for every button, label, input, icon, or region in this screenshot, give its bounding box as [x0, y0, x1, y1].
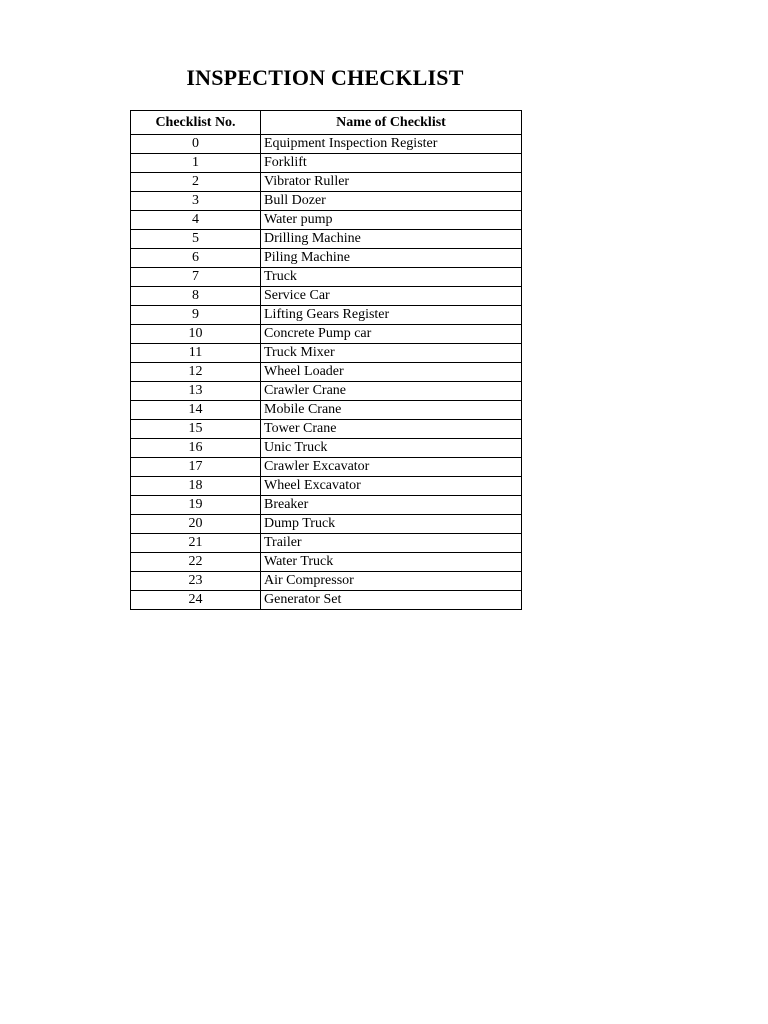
checklist-name-cell: Crawler Crane [261, 382, 522, 401]
table-row [131, 173, 522, 192]
table-row [131, 534, 522, 553]
table-row [131, 344, 522, 363]
table-header-row [131, 111, 522, 135]
checklist-name-cell: Equipment Inspection Register [261, 135, 522, 154]
checklist-number-cell: 8 [131, 287, 261, 306]
table-row [131, 515, 522, 534]
table-row [131, 192, 522, 211]
checklist-number-cell: 15 [131, 420, 261, 439]
table-row [131, 306, 522, 325]
table-row [131, 553, 522, 572]
checklist-name-cell: Truck [261, 268, 522, 287]
checklist-number-cell: 4 [131, 211, 261, 230]
table-row [131, 572, 522, 591]
checklist-number-cell: 6 [131, 249, 261, 268]
table-row [131, 287, 522, 306]
header-checklist-name: Name of Checklist [261, 111, 522, 135]
checklist-number-cell: 20 [131, 515, 261, 534]
checklist-number-cell: 19 [131, 496, 261, 515]
checklist-name-cell: Breaker [261, 496, 522, 515]
checklist-number-cell: 17 [131, 458, 261, 477]
checklist-number-cell: 7 [131, 268, 261, 287]
page-title: INSPECTION CHECKLIST [186, 65, 464, 90]
table-row [131, 420, 522, 439]
header-checklist-no: Checklist No. [131, 111, 261, 135]
checklist-number-cell: 18 [131, 477, 261, 496]
checklist-name-cell: Lifting Gears Register [261, 306, 522, 325]
checklist-name-cell: Dump Truck [261, 515, 522, 534]
checklist-number-cell: 12 [131, 363, 261, 382]
table-row [131, 211, 522, 230]
table-row [131, 154, 522, 173]
checklist-number-cell: 10 [131, 325, 261, 344]
table-row [131, 439, 522, 458]
checklist-name-cell: Generator Set [261, 591, 522, 610]
table-row [131, 249, 522, 268]
checklist-number-cell: 16 [131, 439, 261, 458]
table-row [131, 458, 522, 477]
checklist-number-cell: 13 [131, 382, 261, 401]
checklist-table [130, 110, 522, 610]
checklist-name-cell: Water Truck [261, 553, 522, 572]
table-row [131, 135, 522, 154]
table-row [131, 401, 522, 420]
table-row [131, 496, 522, 515]
checklist-name-cell: Mobile Crane [261, 401, 522, 420]
checklist-number-cell: 9 [131, 306, 261, 325]
checklist-name-cell: Truck Mixer [261, 344, 522, 363]
checklist-name-cell: Service Car [261, 287, 522, 306]
checklist-number-cell: 5 [131, 230, 261, 249]
table-row [131, 268, 522, 287]
checklist-number-cell: 22 [131, 553, 261, 572]
checklist-name-cell: Air Compressor [261, 572, 522, 591]
checklist-number-cell: 1 [131, 154, 261, 173]
table-row [131, 325, 522, 344]
table-body [131, 135, 522, 610]
checklist-number-cell: 2 [131, 173, 261, 192]
checklist-name-cell: Wheel Excavator [261, 477, 522, 496]
checklist-name-cell: Water pump [261, 211, 522, 230]
checklist-name-cell: Tower Crane [261, 420, 522, 439]
table-row [131, 477, 522, 496]
checklist-number-cell: 0 [131, 135, 261, 154]
checklist-name-cell: Piling Machine [261, 249, 522, 268]
checklist-name-cell: Drilling Machine [261, 230, 522, 249]
table-row [131, 230, 522, 249]
table-row [131, 382, 522, 401]
checklist-number-cell: 14 [131, 401, 261, 420]
checklist-name-cell: Vibrator Ruller [261, 173, 522, 192]
table-row [131, 363, 522, 382]
checklist-name-cell: Trailer [261, 534, 522, 553]
checklist-number-cell: 23 [131, 572, 261, 591]
table-row [131, 591, 522, 610]
checklist-number-cell: 21 [131, 534, 261, 553]
checklist-name-cell: Crawler Excavator [261, 458, 522, 477]
checklist-number-cell: 11 [131, 344, 261, 363]
checklist-name-cell: Unic Truck [261, 439, 522, 458]
checklist-number-cell: 3 [131, 192, 261, 211]
checklist-name-cell: Bull Dozer [261, 192, 522, 211]
checklist-name-cell: Forklift [261, 154, 522, 173]
checklist-name-cell: Concrete Pump car [261, 325, 522, 344]
checklist-name-cell: Wheel Loader [261, 363, 522, 382]
checklist-number-cell: 24 [131, 591, 261, 610]
